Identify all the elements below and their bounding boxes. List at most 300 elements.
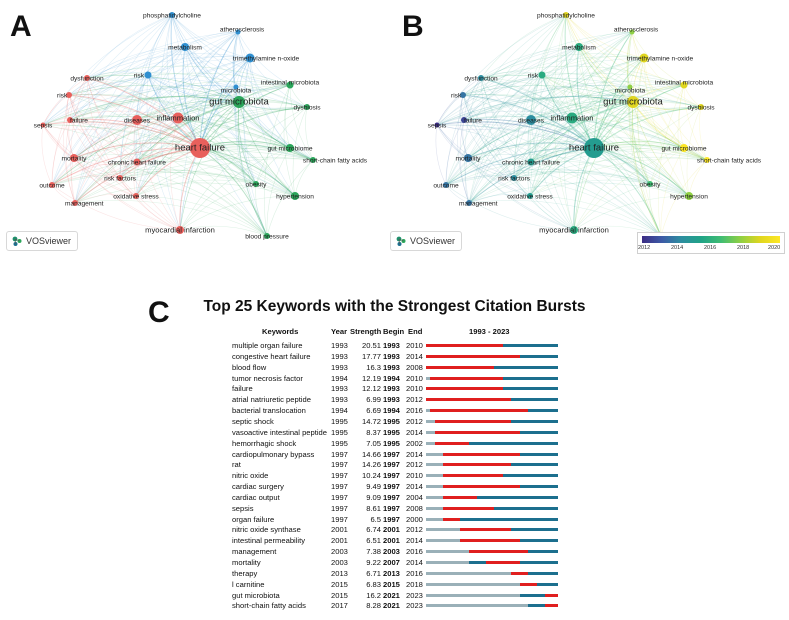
burst-strength: 6.5 [370, 514, 381, 524]
burst-begin: 1997 [383, 514, 400, 524]
burst-strength: 6.51 [366, 536, 381, 546]
burst-year: 2015 [331, 579, 348, 589]
header-begin: Begin [383, 327, 405, 336]
burst-end: 2014 [406, 351, 423, 361]
network-node-label: heart failure [174, 142, 226, 154]
network-node-label: phosphatidylcholine [143, 12, 201, 20]
burst-row [0, 492, 789, 503]
vosviewer-label: VOSviewer [26, 236, 72, 246]
burst-strength: 6.69 [366, 406, 381, 416]
panel-a-label: A [10, 10, 32, 43]
burst-row [0, 600, 789, 611]
burst-begin: 1997 [383, 482, 400, 492]
burst-end: 2014 [406, 558, 423, 567]
burst-year: 1993 [331, 341, 348, 350]
burst-strength: 9.22 [366, 558, 381, 567]
burst-bar-present [503, 474, 558, 477]
burst-keyword: management [232, 547, 277, 557]
burst-bar-present [537, 583, 558, 586]
network-node-label: dysfunction [464, 75, 498, 83]
network-node-label: oxidative stress [507, 193, 553, 201]
burst-keyword: hemorrhagic shock [232, 438, 297, 448]
burst-row [0, 579, 789, 590]
burst-begin: 2013 [383, 568, 400, 578]
burst-bar-absent [426, 431, 435, 434]
burst-keyword: cardiopulmonary bypass [232, 449, 315, 459]
burst-end: 2012 [406, 525, 423, 535]
burst-bar-present [520, 485, 558, 488]
burst-strength: 17.77 [361, 351, 381, 361]
burst-keyword: congestive heart failure [232, 351, 311, 361]
burst-bar-burst [435, 420, 512, 423]
burst-bar-present [503, 377, 558, 380]
burst-strength: 12.12 [361, 384, 381, 394]
burst-strength: 6.83 [366, 579, 381, 589]
network-node-label: metabolism [562, 44, 596, 52]
burst-bar-present [528, 572, 558, 575]
burst-row [0, 427, 789, 438]
burst-strength: 14.66 [361, 449, 381, 459]
burst-end: 2018 [406, 579, 423, 589]
burst-bar-absent [426, 550, 469, 553]
network-node-label: phosphatidylcholine [537, 12, 595, 20]
burst-strength: 20.51 [361, 341, 381, 350]
burst-bar-present [528, 409, 558, 412]
burst-bar-burst [520, 583, 537, 586]
burst-keyword: nitric oxide synthase [232, 525, 301, 535]
colorbar-tick: 2018 [737, 245, 750, 251]
burst-bar-burst [545, 604, 558, 607]
burst-year: 1993 [331, 395, 348, 405]
network-node-label: gut microbiome [267, 145, 313, 153]
burst-row [0, 394, 789, 405]
burst-bar-absent [426, 474, 443, 477]
network-node-label: outcome [39, 182, 65, 190]
network-node-label: mortality [455, 155, 481, 163]
burst-bar-absent [426, 507, 443, 510]
burst-bar-burst [460, 528, 511, 531]
burst-bar-burst [426, 398, 511, 401]
burst-bar-absent [426, 485, 443, 488]
burst-begin: 2015 [383, 579, 400, 589]
burst-bar-present [477, 496, 558, 499]
network-node-label: chronic heart failure [108, 159, 166, 167]
burst-keyword: tumor necrosis factor [232, 373, 303, 383]
burst-bar-burst [426, 355, 520, 358]
burst-bar-present [520, 453, 558, 456]
network-node-label: intestinal microbiota [654, 79, 714, 87]
header-range: 1993 - 2023 [469, 327, 510, 336]
burst-bar-burst [443, 496, 477, 499]
burst-bar-present [528, 604, 545, 607]
network-node-label: risk factors [104, 175, 136, 183]
burst-end: 2008 [406, 362, 423, 372]
burst-keyword: vasoactive intestinal peptide [232, 427, 327, 437]
burst-year: 1995 [331, 438, 348, 448]
burst-row [0, 524, 789, 535]
burst-year: 1993 [331, 384, 348, 394]
burst-end: 2008 [406, 503, 423, 513]
burst-keyword: nitric oxide [232, 471, 269, 481]
network-node-label: blood pressure [245, 233, 289, 241]
burst-strength: 10.24 [361, 471, 381, 481]
burst-end: 2012 [406, 460, 423, 470]
burst-year: 1994 [331, 373, 348, 383]
burst-row [0, 340, 789, 351]
network-node-label: inflammation [550, 113, 594, 123]
burst-row [0, 514, 789, 525]
network-node-label: myocardial infarction [539, 225, 609, 235]
burst-row [0, 362, 789, 373]
burst-bar-present [494, 366, 558, 369]
burst-strength: 7.05 [366, 438, 381, 448]
burst-end: 2010 [406, 384, 423, 394]
burst-bar-present [511, 398, 558, 401]
burst-bar-absent [426, 561, 469, 564]
burst-year: 1997 [331, 503, 348, 513]
burst-row [0, 351, 789, 362]
burst-bar-burst [426, 387, 503, 390]
network-node-label: obesity [639, 181, 661, 189]
burst-end: 2016 [406, 568, 423, 578]
burst-year: 1993 [331, 362, 348, 372]
network-node-label: hypertension [276, 193, 314, 201]
network-edge [689, 160, 707, 196]
network-node-label: microbiota [220, 87, 252, 95]
burst-strength: 9.49 [366, 482, 381, 492]
burst-end: 2014 [406, 427, 423, 437]
burst-bar-present [520, 561, 558, 564]
burst-end: 2002 [406, 438, 423, 448]
burst-begin: 1995 [383, 427, 400, 437]
burst-year: 1993 [331, 351, 348, 361]
burst-row [0, 481, 789, 492]
network-node-label: diseases [123, 117, 151, 125]
burst-strength: 16.2 [366, 590, 381, 600]
burst-bar-present [494, 507, 558, 510]
burst-bar-present [520, 431, 558, 434]
burst-keyword: organ failure [232, 514, 275, 524]
network-node-label: obesity [245, 181, 267, 189]
network-node-label: atherosclerosis [219, 26, 265, 34]
network-node-label: microbiota [614, 87, 646, 95]
burst-begin: 2021 [383, 601, 400, 611]
burst-bar-burst [511, 572, 528, 575]
burst-row [0, 546, 789, 557]
burst-chart-title: Top 25 Keywords with the Strongest Citation Bursts [203, 298, 586, 315]
burst-year: 1997 [331, 514, 348, 524]
burst-keyword: cardiac surgery [232, 482, 284, 492]
burst-bar-burst [426, 344, 503, 347]
burst-bar-absent [426, 463, 443, 466]
burst-begin: 1993 [383, 395, 400, 405]
header-strength: Strength [350, 327, 382, 336]
burst-keyword: bacterial translocation [232, 406, 306, 416]
network-edge [481, 15, 566, 78]
network-node-label: dysfunction [70, 75, 104, 83]
burst-end: 2014 [406, 449, 423, 459]
network-overlay-view [394, 0, 789, 262]
burst-bar-present [503, 387, 558, 390]
burst-end: 2023 [406, 590, 423, 600]
burst-row [0, 405, 789, 416]
burst-begin: 1993 [383, 362, 400, 372]
burst-bar-present [520, 539, 558, 542]
burst-strength: 8.28 [366, 601, 381, 611]
network-node-label: mortality [61, 155, 87, 163]
network-node-label: risk [133, 72, 144, 80]
burst-begin: 2003 [383, 547, 400, 557]
network-node-label: dysbiosis [687, 104, 715, 112]
burst-bar-absent [426, 594, 520, 597]
burst-strength: 6.74 [366, 525, 381, 535]
vosviewer-badge-b [390, 231, 462, 251]
vosviewer-badge-a [6, 231, 78, 251]
burst-begin: 1997 [383, 503, 400, 513]
burst-end: 2014 [406, 536, 423, 546]
burst-bar-absent [426, 442, 435, 445]
burst-bar-burst [435, 442, 469, 445]
burst-row [0, 449, 789, 460]
network-node-label: gut microbiota [209, 96, 269, 108]
year-colorbar [637, 232, 785, 254]
burst-bar-present [520, 594, 546, 597]
burst-begin: 1993 [383, 351, 400, 361]
burst-end: 2012 [406, 416, 423, 426]
burst-row [0, 568, 789, 579]
colorbar-tick: 2016 [704, 245, 717, 251]
burst-bar-burst [443, 507, 494, 510]
burst-bar-burst [469, 550, 529, 553]
burst-keyword: gut microbiota [232, 590, 280, 600]
burst-bar-present [469, 561, 486, 564]
network-node [539, 72, 546, 79]
burst-strength: 6.99 [366, 395, 381, 405]
burst-bar-absent [426, 539, 460, 542]
network-node-label: oxidative stress [113, 193, 159, 201]
burst-row [0, 459, 789, 470]
network-node-label: risk factors [498, 175, 530, 183]
burst-year: 1997 [331, 449, 348, 459]
colorbar-tick: 2014 [671, 245, 684, 251]
burst-bar-absent [426, 496, 443, 499]
burst-bar-present [469, 442, 558, 445]
network-edge [87, 15, 172, 78]
network-node-label: metabolism [168, 44, 202, 52]
burst-begin: 1997 [383, 471, 400, 481]
burst-keyword: mortality [232, 558, 261, 567]
burst-year: 1997 [331, 492, 348, 502]
burst-year: 2001 [331, 525, 348, 535]
burst-row [0, 470, 789, 481]
burst-year: 1997 [331, 460, 348, 470]
burst-keyword: l carnitine [232, 579, 265, 589]
network-node-label: trimethylamine n-oxide [626, 55, 694, 63]
burst-strength: 7.38 [366, 547, 381, 557]
burst-keyword: therapy [232, 568, 258, 578]
burst-keyword: rat [232, 460, 241, 470]
burst-keyword: septic shock [232, 416, 274, 426]
network-node-label: risk [57, 92, 68, 100]
network-node-label: short-chain fatty acids [302, 157, 368, 165]
burst-bar-absent [426, 518, 443, 521]
burst-bar-burst [443, 485, 520, 488]
network-node [145, 72, 152, 79]
network-edge [295, 160, 313, 196]
burst-bar-present [511, 528, 558, 531]
burst-begin: 1993 [383, 341, 400, 350]
network-edge [200, 148, 267, 236]
burst-end: 2023 [406, 601, 423, 611]
burst-bar-absent [426, 528, 460, 531]
header-keywords: Keywords [262, 327, 299, 336]
burst-year: 2017 [331, 601, 348, 611]
network-node-label: dysbiosis [293, 104, 321, 112]
burst-keyword: intestinal permeability [232, 536, 306, 546]
burst-strength: 8.37 [366, 427, 381, 437]
burst-bar-absent [426, 583, 520, 586]
network-node-label: management [459, 200, 498, 208]
network-node-label: management [65, 200, 104, 208]
burst-begin: 2001 [383, 536, 400, 546]
network-node-label: risk [451, 92, 462, 100]
burst-end: 2010 [406, 373, 423, 383]
burst-bar-absent [426, 572, 511, 575]
network-node-label: sepsis [427, 122, 447, 130]
burst-row [0, 438, 789, 449]
network-edge [172, 15, 250, 58]
network-node-label: risk [527, 72, 538, 80]
network-node-label: sepsis [33, 122, 53, 130]
burst-row [0, 590, 789, 601]
burst-begin: 2007 [383, 558, 400, 567]
burst-bar-present [503, 344, 558, 347]
network-node-label: myocardial infarction [145, 225, 215, 235]
burst-row [0, 373, 789, 384]
burst-bar-burst [435, 431, 520, 434]
burst-begin: 1994 [383, 373, 400, 383]
colorbar-gradient [642, 236, 780, 243]
burst-strength: 14.26 [361, 460, 381, 470]
network-node-label: heart failure [568, 142, 620, 154]
colorbar-tick: 2020 [768, 245, 781, 251]
header-year: Year [331, 327, 348, 336]
burst-bar-present [520, 355, 558, 358]
network-edge [594, 148, 661, 236]
vosviewer-logo-icon [11, 235, 23, 247]
network-node-label: short-chain fatty acids [696, 157, 762, 165]
network-cluster-view [0, 0, 394, 262]
burst-year: 1995 [331, 427, 348, 437]
burst-year: 1994 [331, 406, 348, 416]
burst-bar-burst [443, 463, 511, 466]
burst-begin: 1995 [383, 438, 400, 448]
burst-bar-burst [426, 366, 494, 369]
burst-bar-present [511, 463, 558, 466]
burst-begin: 2021 [383, 590, 400, 600]
burst-bar-burst [443, 518, 460, 521]
network-node-label: atherosclerosis [613, 26, 659, 34]
burst-bar-burst [443, 453, 520, 456]
burst-bar-burst [430, 409, 528, 412]
burst-end: 2010 [406, 471, 423, 481]
burst-row [0, 416, 789, 427]
burst-bar-burst [545, 594, 558, 597]
vosviewer-logo-icon [395, 235, 407, 247]
burst-year: 1997 [331, 482, 348, 492]
network-node-label: outcome [433, 182, 459, 190]
burst-begin: 1995 [383, 416, 400, 426]
burst-begin: 1993 [383, 384, 400, 394]
network-node-label: intestinal microbiota [260, 79, 320, 87]
burst-row [0, 535, 789, 546]
burst-end: 2010 [406, 341, 423, 350]
burst-bar-absent [426, 604, 528, 607]
burst-row [0, 383, 789, 394]
burst-end: 2016 [406, 547, 423, 557]
burst-begin: 1997 [383, 492, 400, 502]
vosviewer-label: VOSviewer [410, 236, 456, 246]
burst-bar-present [460, 518, 558, 521]
burst-year: 2013 [331, 568, 348, 578]
burst-strength: 14.72 [361, 416, 381, 426]
network-edge [566, 15, 644, 58]
burst-end: 2014 [406, 482, 423, 492]
burst-strength: 8.61 [366, 503, 381, 513]
network-node-label: trimethylamine n-oxide [232, 55, 300, 63]
header-end: End [408, 327, 423, 336]
burst-keyword: multiple organ failure [232, 341, 303, 350]
burst-end: 2012 [406, 395, 423, 405]
network-node-label: gut microbiome [661, 145, 707, 153]
burst-bar-present [511, 420, 558, 423]
network-node-label: chronic heart failure [502, 159, 560, 167]
burst-keyword: cardiac output [232, 492, 280, 502]
burst-keyword: atrial natriuretic peptide [232, 395, 311, 405]
burst-keyword: failure [232, 384, 253, 394]
burst-bar-present [528, 550, 558, 553]
burst-begin: 1997 [383, 460, 400, 470]
network-node-label: inflammation [156, 113, 200, 123]
colorbar-tick: 2012 [638, 245, 651, 251]
burst-strength: 16.3 [366, 362, 381, 372]
burst-strength: 6.71 [366, 568, 381, 578]
burst-begin: 2001 [383, 525, 400, 535]
panel-b-label: B [402, 10, 424, 43]
burst-strength: 12.19 [361, 373, 381, 383]
burst-end: 2016 [406, 406, 423, 416]
burst-strength: 9.09 [366, 492, 381, 502]
burst-bar-absent [426, 453, 443, 456]
network-node-label: diseases [517, 117, 545, 125]
burst-bar-absent [426, 420, 435, 423]
burst-bar-burst [460, 539, 520, 542]
burst-begin: 1997 [383, 449, 400, 459]
panel-c-label: C [148, 296, 170, 329]
burst-year: 2015 [331, 590, 348, 600]
burst-begin: 1994 [383, 406, 400, 416]
burst-keyword: sepsis [232, 503, 254, 513]
burst-row [0, 557, 789, 568]
burst-year: 2003 [331, 547, 348, 557]
burst-year: 1997 [331, 471, 348, 481]
burst-bar-burst [430, 377, 502, 380]
network-node-label: failure [464, 117, 482, 125]
burst-year: 2003 [331, 558, 348, 567]
burst-end: 2000 [406, 514, 423, 524]
network-node-label: gut microbiota [603, 96, 663, 108]
burst-year: 1995 [331, 416, 348, 426]
